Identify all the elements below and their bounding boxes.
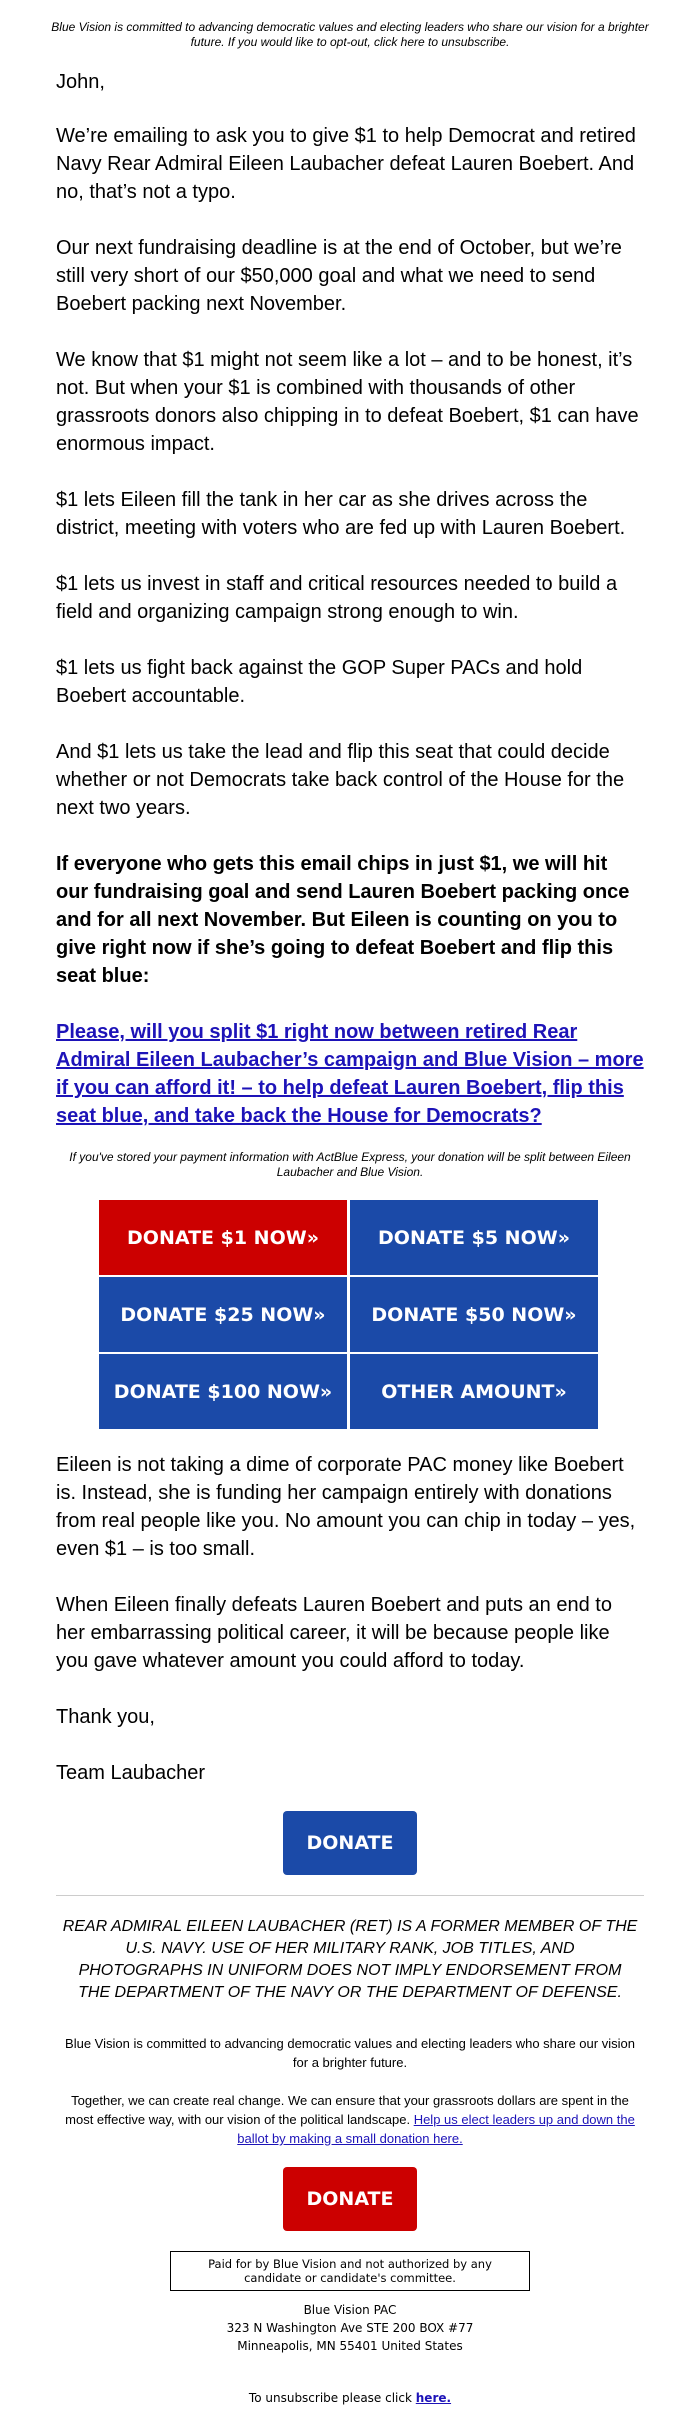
mailing-address <box>56 2301 644 2355</box>
body-paragraph: $1 lets Eileen fill the tank in her car as she drives across the district, meeting with voters who are fed up with Lauren Boebert. <box>56 489 626 539</box>
unsubscribe-line <box>56 2391 644 2405</box>
closing: Thank you, <box>56 1706 155 1728</box>
body-paragraph: Eileen is not taking a dime of corporate PAC money like Boebert is. Instead, she is funding her campaign entirely with donations from real people like you. No amount you can chip in today – yes, even $1 – is too small. <box>56 1454 636 1560</box>
address-line-1: 323 N Washington Ave STE 200 BOX #77 <box>226 2321 474 2335</box>
donate-button-footer[interactable]: DONATE <box>283 2167 417 2231</box>
donate-button[interactable]: DONATE <box>283 1811 417 1875</box>
footer-mission: Blue Vision is committed to advancing democratic values and electing leaders who share our vision for a brighter future. <box>65 2036 635 2070</box>
donate-50-button[interactable]: DONATE $50 NOW» <box>350 1277 598 1352</box>
body-paragraph: Our next fundraising deadline is at the end of October, but we’re still very short of our $50,000 goal and what we need to send Boebert packing next November. <box>56 237 622 315</box>
divider <box>56 1895 644 1896</box>
signature: Team Laubacher <box>56 1762 205 1784</box>
body-paragraph: We know that $1 might not seem like a lot – and to be honest, it’s not. But when your $1 is combined with thousands of other grassroots donors also chipping in to defeat Boebert, $1 can have enormous impact. <box>56 349 639 455</box>
email-content-lower <box>56 1451 644 2405</box>
body-paragraph: When Eileen finally defeats Lauren Boebert and puts an end to her embarrassing political career, it will be because people like you gave whatever amount you could afford to today. <box>56 1594 612 1672</box>
body-paragraph: We’re emailing to ask you to give $1 to help Democrat and retired Navy Rear Admiral Eileen Laubacher defeat Lauren Boebert. And no, that’s not a typo. <box>56 125 636 203</box>
footer-together-text: Together, we can create real change. We can ensure that your grassroots dollars are spent in the most effective way, with our vision of the political landscape. <box>65 2093 629 2127</box>
body-paragraph: $1 lets us invest in staff and critical resources needed to build a field and organizing campaign strong enough to win. <box>56 573 618 623</box>
bold-appeal: If everyone who gets this email chips in just $1, we will hit our fundraising goal and send Lauren Boebert packing once and for all next November. But Eileen is counting on you to give right now if she’s going to defeat Boebert and flip this seat blue: <box>56 853 630 987</box>
cta-link[interactable]: Please, will you split $1 right now between retired Rear Admiral Eileen Laubacher’s campaign and Blue Vision – more if you can afford it! – to help defeat Lauren Boebert, flip this seat blue, and take back the House for Democrats? <box>56 1021 644 1127</box>
preheader-text: Blue Vision is committed to advancing democratic values and electing leaders who share our vision for a brighter future. If you would like to opt-out, click here to unsubscribe. <box>51 20 649 49</box>
footer-donate-link[interactable]: Help us elect leaders up and down the ballot by making a small donation here. <box>237 2112 635 2146</box>
donate-1-button[interactable]: DONATE $1 NOW» <box>99 1200 347 1275</box>
paid-for-disclaimer: Paid for by Blue Vision and not authorized by any candidate or candidate's committee. <box>170 2251 530 2291</box>
email-content <box>56 50 644 1130</box>
donate-100-button[interactable]: DONATE $100 NOW» <box>99 1354 347 1429</box>
body-paragraph: And $1 lets us take the lead and flip this seat that could decide whether or not Democrats take back control of the House for the next two years. <box>56 741 625 819</box>
greeting: John, <box>56 71 105 93</box>
donate-button-grid <box>99 1200 601 1429</box>
military-disclaimer: REAR ADMIRAL EILEEN LAUBACHER (RET) IS A FORMER MEMBER OF THE U.S. NAVY. USE OF HER MILITARY RANK, JOB TITLES, AND PHOTOGRAPHS IN UNIFORM DOES NOT IMPLY ENDORSEMENT FROM THE DEPARTMENT OF THE NAVY OR THE DEPARTMENT OF DEFENSE. <box>62 1918 638 2001</box>
unsubscribe-link[interactable]: here. <box>415 2391 452 2405</box>
donate-5-button[interactable]: DONATE $5 NOW» <box>350 1200 598 1275</box>
org-name: Blue Vision PAC <box>303 2303 397 2317</box>
address-line-2: Minneapolis, MN 55401 United States <box>237 2339 463 2353</box>
actblue-note: If you've stored your payment information with ActBlue Express, your donation will be split between Eileen Laubacher and Blue Vision. <box>69 1150 631 1179</box>
body-paragraph: $1 lets us fight back against the GOP Super PACs and hold Boebert accountable. <box>56 657 583 707</box>
footer-together <box>56 2091 644 2148</box>
unsubscribe-text: To unsubscribe please click <box>248 2391 412 2405</box>
other-amount-button[interactable]: OTHER AMOUNT» <box>350 1354 598 1429</box>
donate-25-button[interactable]: DONATE $25 NOW» <box>99 1277 347 1352</box>
